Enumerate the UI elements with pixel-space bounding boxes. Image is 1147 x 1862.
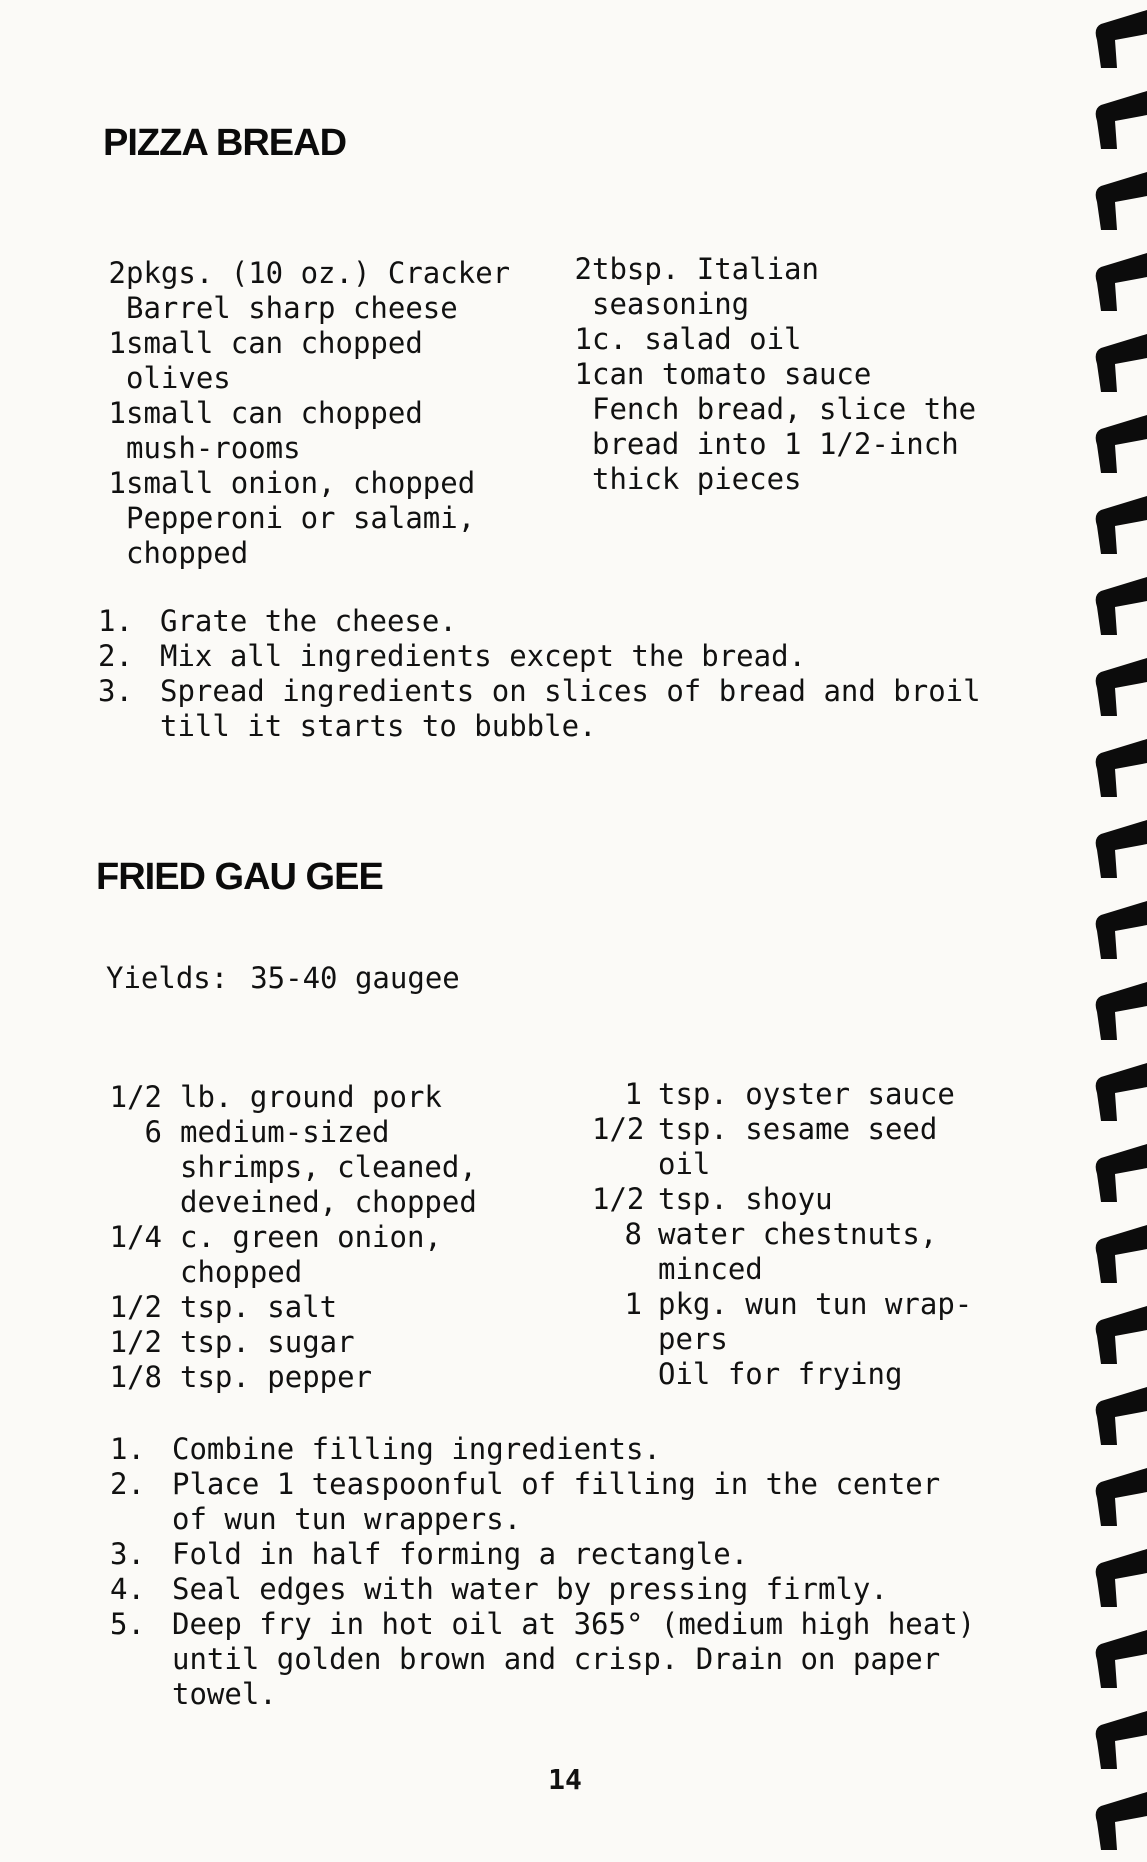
ingredient-text: Pepperoni or salami, chopped <box>126 501 476 570</box>
ingredient-qty: 1/2 <box>592 1112 645 1146</box>
binding-coil <box>1096 496 1147 554</box>
binding-coil <box>1096 1306 1147 1364</box>
step-item <box>98 639 998 674</box>
step-number: 1. <box>98 604 133 638</box>
step-text: Combine filling ingredients. <box>172 1432 661 1466</box>
step-item <box>110 1607 990 1712</box>
binding-coil <box>1096 1549 1147 1607</box>
ingredient-qty <box>562 392 592 497</box>
step-text: Grate the cheese. <box>160 604 457 638</box>
step-text: Fold in half forming a rectangle. <box>172 1537 749 1571</box>
ingredient-text: Oil for frying <box>658 1357 903 1391</box>
ingredient-qty: 1/4 <box>109 1220 162 1254</box>
ingredient-qty: 1 <box>108 466 126 500</box>
ingredient-text: small onion, chopped <box>126 466 476 500</box>
binding-coil <box>1096 91 1147 149</box>
ingredient-qty: 1 <box>624 1077 642 1111</box>
ingredient-qty: 6 <box>144 1115 162 1149</box>
binding-coil <box>1096 1711 1147 1769</box>
ingredient-text: tsp. sugar <box>180 1325 355 1359</box>
step-text: Spread ingredients on slices of bread and broil till it starts to bubble. <box>160 674 981 743</box>
ingredient-item <box>592 1182 992 1217</box>
ingredient-item <box>108 1080 578 1115</box>
ingredient-text: medium-sized shrimps, cleaned, deveined, chopped <box>180 1115 477 1219</box>
ingredient-text: small can chopped olives <box>126 326 423 395</box>
ingredient-text: tsp. pepper <box>180 1360 373 1394</box>
ingredient-qty: 1/2 <box>592 1182 645 1216</box>
ingredient-qty: 1/8 <box>109 1360 162 1394</box>
binding-coil <box>1096 1387 1147 1445</box>
step-item <box>98 674 998 744</box>
ingredient-item <box>592 1287 992 1357</box>
ingredient-item <box>96 256 526 326</box>
ingredient-qty: 1/2 <box>109 1325 162 1359</box>
ingredient-qty <box>96 501 126 571</box>
binding-coil <box>1096 1144 1147 1202</box>
gaugee-ingredients-right <box>592 1077 992 1392</box>
ingredient-item <box>592 1217 992 1287</box>
ingredient-qty <box>592 1357 642 1392</box>
ingredient-qty: 2 <box>108 256 126 290</box>
binding-coil <box>1096 10 1147 68</box>
ingredient-qty: 1 <box>108 396 126 430</box>
ingredient-item <box>96 466 526 501</box>
step-item <box>110 1467 990 1537</box>
binding-coil <box>1096 1063 1147 1121</box>
yields-value: 35-40 gaugee <box>250 961 460 995</box>
binding-coil <box>1096 1468 1147 1526</box>
recipe-title-pizza-bread: PIZZA BREAD <box>103 122 347 164</box>
ingredient-text: small can chopped mush-rooms <box>126 396 423 465</box>
ingredient-qty: 1/2 <box>109 1290 162 1324</box>
step-number: 1. <box>110 1432 145 1466</box>
ingredient-text: tsp. sesame seed oil <box>658 1112 938 1181</box>
ingredient-item <box>592 1077 992 1112</box>
ingredient-qty: 8 <box>624 1217 642 1251</box>
step-item <box>110 1432 990 1467</box>
binding-coil <box>1096 820 1147 878</box>
ingredient-item <box>108 1290 578 1325</box>
ingredient-item <box>592 1112 992 1182</box>
binding-coil <box>1096 982 1147 1040</box>
ingredient-item <box>108 1115 578 1220</box>
binding-coil <box>1096 1630 1147 1688</box>
ingredient-text: pkgs. (10 oz.) Cracker Barrel sharp cheese <box>126 256 511 325</box>
ingredient-item <box>96 326 526 396</box>
ingredient-qty: 1 <box>108 326 126 360</box>
page-number: 14 <box>548 1763 582 1796</box>
binding-coil <box>1096 334 1147 392</box>
ingredient-item <box>562 252 982 322</box>
ingredient-item <box>108 1360 578 1395</box>
yields-label: Yields: <box>106 961 229 995</box>
ingredient-text: tsp. oyster sauce <box>658 1077 955 1111</box>
ingredient-text: can tomato sauce <box>592 357 872 391</box>
ingredient-text: c. green onion, chopped <box>180 1220 442 1289</box>
ingredient-item <box>108 1325 578 1360</box>
recipe-title-fried-gau-gee: FRIED GAU GEE <box>96 856 383 898</box>
ingredient-item <box>108 1220 578 1290</box>
binding-coil <box>1096 253 1147 311</box>
ingredient-item <box>96 501 526 571</box>
step-number: 3. <box>110 1537 145 1571</box>
ingredient-item <box>96 396 526 466</box>
ingredient-text: pkg. wun tun wrap-pers <box>658 1287 973 1356</box>
ingredient-text: tsp. salt <box>180 1290 338 1324</box>
step-text: Mix all ingredients except the bread. <box>160 639 807 673</box>
step-number: 3. <box>98 674 133 708</box>
binding-coil <box>1096 577 1147 635</box>
binding-coil <box>1096 658 1147 716</box>
ingredient-item <box>562 392 982 497</box>
step-item <box>98 604 998 639</box>
ingredient-item <box>562 357 982 392</box>
binding-coil <box>1096 1792 1147 1850</box>
ingredient-text: tbsp. Italian seasoning <box>592 252 819 321</box>
gaugee-ingredients-left <box>108 1080 578 1395</box>
gaugee-directions <box>110 1432 990 1712</box>
binding-coil <box>1096 1225 1147 1283</box>
ingredient-text: lb. ground pork <box>180 1080 442 1114</box>
ingredient-qty: 1 <box>574 322 592 356</box>
ingredient-qty: 1 <box>624 1287 642 1321</box>
yields-line <box>106 961 482 995</box>
binding-coil <box>1096 415 1147 473</box>
step-text: Place 1 teaspoonful of filling in the center of wun tun wrappers. <box>172 1467 941 1536</box>
ingredient-qty: 2 <box>574 252 592 286</box>
step-item <box>110 1572 990 1607</box>
ingredient-item <box>592 1357 992 1392</box>
step-item <box>110 1537 990 1572</box>
pizza-ingredients-right <box>562 252 982 497</box>
ingredient-qty: 1/2 <box>109 1080 162 1114</box>
pizza-ingredients-left <box>96 256 526 571</box>
ingredient-text: c. salad oil <box>592 322 802 356</box>
ingredient-text: Fench bread, slice the bread into 1 1/2-inch thick pieces <box>592 392 977 496</box>
binding-coil <box>1096 172 1147 230</box>
spiral-binding <box>1087 0 1147 1862</box>
binding-coil <box>1096 901 1147 959</box>
step-number: 5. <box>110 1607 145 1641</box>
pizza-directions <box>98 604 998 744</box>
step-number: 2. <box>110 1467 145 1501</box>
ingredient-text: tsp. shoyu <box>658 1182 833 1216</box>
binding-coil <box>1096 739 1147 797</box>
ingredient-text: water chestnuts, minced <box>658 1217 938 1286</box>
step-text: Seal edges with water by pressing firmly. <box>172 1572 888 1606</box>
step-number: 2. <box>98 639 133 673</box>
step-text: Deep fry in hot oil at 365° (medium high heat) until golden brown and crisp. Drain on paper towel. <box>172 1607 976 1711</box>
step-number: 4. <box>110 1572 145 1606</box>
ingredient-item <box>562 322 982 357</box>
ingredient-qty: 1 <box>574 357 592 391</box>
